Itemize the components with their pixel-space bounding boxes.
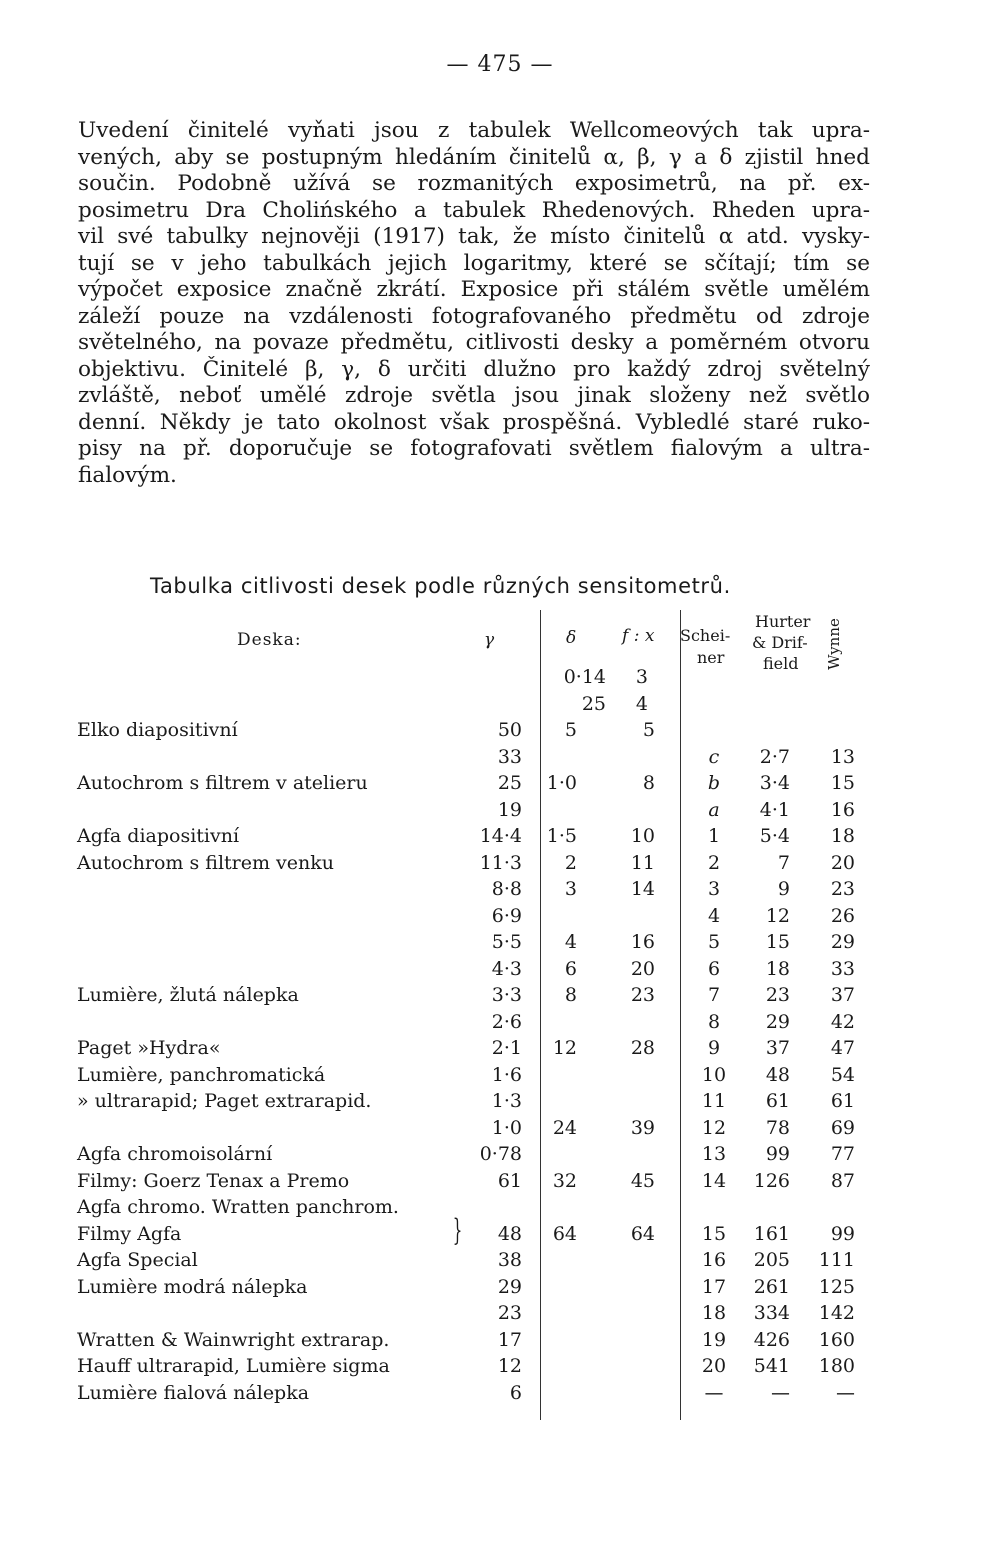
row-label: Agfa chromo. Wratten panchrom. bbox=[77, 1196, 399, 1218]
paragraph-line: výpočet exposice značně zkrátí. Exposice při stálém světle umělém bbox=[78, 277, 870, 302]
f-x-value: 39 bbox=[630, 1116, 655, 1139]
scheiner-value: 20 bbox=[701, 1355, 727, 1377]
hurter-driffield-value: 5·4 bbox=[759, 825, 790, 847]
scheiner-value: 19 bbox=[701, 1328, 727, 1351]
wynne-value: 77 bbox=[830, 1143, 855, 1165]
scheiner-value: 4 bbox=[707, 904, 721, 927]
paragraph-line: vených, aby se postupným hledáním činitelů α, β, γ a δ zjistil hned bbox=[78, 144, 870, 170]
row-label: Lumière, žlutá nálepka bbox=[77, 984, 299, 1006]
scheiner-value: 10 bbox=[701, 1063, 727, 1086]
header-deska: Deska: bbox=[237, 630, 302, 650]
gamma-value: 19 bbox=[497, 798, 522, 821]
scheiner-value: 8 bbox=[707, 1010, 721, 1033]
header-gamma: γ bbox=[484, 630, 495, 650]
scheiner-value: a bbox=[708, 798, 720, 821]
gamma-value: 61 bbox=[497, 1169, 522, 1192]
wynne-value: 13 bbox=[830, 745, 855, 768]
paragraph-line: Uvedení činitelé vyňati jsou z tabulek Wellcomeových tak upra- bbox=[78, 118, 870, 143]
gamma-value: 29 bbox=[497, 1275, 522, 1298]
wynne-value: 111 bbox=[818, 1249, 855, 1271]
delta-value: 8 bbox=[564, 984, 577, 1006]
row-label: Autochrom s filtrem v atelieru bbox=[77, 772, 368, 794]
gamma-value: 6·9 bbox=[491, 904, 522, 927]
scheiner-value: 12 bbox=[701, 1116, 727, 1139]
wynne-value: 99 bbox=[830, 1222, 855, 1245]
hurter-driffield-value: 426 bbox=[753, 1328, 790, 1351]
row-label: Wratten & Wainwright extrarap. bbox=[77, 1328, 390, 1351]
gamma-value: 2·6 bbox=[491, 1010, 522, 1033]
hurter-driffield-value: 48 bbox=[765, 1063, 790, 1086]
hurter-driffield-value: 4·1 bbox=[759, 798, 790, 821]
header-hurter-1: Hurter bbox=[755, 612, 811, 631]
wynne-value: 42 bbox=[830, 1010, 855, 1033]
gamma-value: 5·5 bbox=[491, 931, 522, 953]
row-label: Filmy Agfa bbox=[77, 1222, 182, 1245]
scheiner-value: 13 bbox=[701, 1143, 727, 1165]
hurter-driffield-value: 18 bbox=[765, 957, 790, 980]
row-label: Filmy: Goerz Tenax a Premo bbox=[77, 1169, 350, 1192]
hurter-driffield-value: 161 bbox=[753, 1222, 790, 1245]
wynne-value: — bbox=[836, 1381, 855, 1404]
gamma-value: 0·78 bbox=[479, 1143, 522, 1165]
gamma-value: 4·3 bbox=[491, 957, 522, 980]
gamma-value: 23 bbox=[497, 1302, 522, 1324]
header-hurter-2: & Drif- bbox=[752, 633, 808, 652]
scheiner-value: 14 bbox=[701, 1169, 727, 1192]
hurter-driffield-value: 205 bbox=[753, 1249, 790, 1271]
hurter-driffield-value: 3·4 bbox=[759, 772, 790, 794]
scheiner-value: 18 bbox=[701, 1302, 727, 1324]
f-x-value: 4 bbox=[635, 692, 648, 715]
row-label: Lumière modrá nálepka bbox=[77, 1275, 308, 1298]
gamma-value: 6 bbox=[509, 1381, 522, 1404]
row-label: Agfa chromoisolární bbox=[77, 1143, 273, 1165]
wynne-value: 37 bbox=[830, 984, 855, 1006]
wynne-value: 180 bbox=[818, 1355, 855, 1377]
wynne-value: 87 bbox=[830, 1169, 855, 1192]
f-x-value: 8 bbox=[642, 772, 655, 794]
scheiner-value: 6 bbox=[707, 957, 721, 980]
gamma-value: 1·6 bbox=[491, 1063, 522, 1086]
paragraph-line: posimetru Dra Cholińského a tabulek Rhedenových. Rheden upra- bbox=[78, 197, 870, 223]
column-divider bbox=[680, 610, 681, 1420]
wynne-value: 33 bbox=[830, 957, 855, 980]
wynne-value: 29 bbox=[830, 931, 855, 953]
scheiner-value: 5 bbox=[707, 931, 721, 953]
wynne-value: 26 bbox=[830, 904, 855, 927]
paragraph-line: fialovým. bbox=[78, 462, 177, 488]
gamma-value: 1·3 bbox=[491, 1090, 522, 1112]
gamma-value: 11·3 bbox=[479, 851, 522, 874]
delta-value: 64 bbox=[552, 1222, 577, 1245]
hurter-driffield-value: 2·7 bbox=[759, 745, 790, 768]
row-label: Lumière fialová nálepka bbox=[77, 1381, 310, 1404]
hurter-driffield-value: 334 bbox=[753, 1302, 790, 1324]
scheiner-value: c bbox=[708, 745, 720, 768]
hurter-driffield-value: 23 bbox=[765, 984, 790, 1006]
wynne-value: 47 bbox=[830, 1037, 855, 1059]
delta-value: 6 bbox=[564, 957, 577, 980]
page-number: — 475 — bbox=[446, 52, 554, 77]
scheiner-value: 17 bbox=[701, 1275, 727, 1298]
wynne-value: 160 bbox=[818, 1328, 855, 1351]
delta-value: 12 bbox=[552, 1037, 577, 1059]
header-delta: δ bbox=[566, 628, 577, 648]
f-x-value: 11 bbox=[630, 851, 655, 874]
row-label: Elko diapositivní bbox=[77, 719, 238, 741]
paragraph-line: denní. Někdy je tato okolnost však prospěšná. Vybledlé staré ruko- bbox=[78, 409, 870, 435]
gamma-value: 12 bbox=[497, 1355, 522, 1377]
wynne-value: 125 bbox=[818, 1275, 855, 1298]
paragraph-line: součin. Podobně užívá se rozmanitých exposimetrů, na př. ex- bbox=[78, 171, 870, 196]
hurter-driffield-value: 7 bbox=[777, 851, 790, 874]
wynne-value: 69 bbox=[830, 1116, 855, 1139]
row-label: Agfa Special bbox=[77, 1249, 198, 1271]
f-x-value: 16 bbox=[630, 931, 655, 953]
gamma-value: 14·4 bbox=[479, 825, 522, 847]
row-group-brace: } bbox=[452, 1213, 463, 1248]
f-x-value: 28 bbox=[630, 1037, 655, 1059]
f-x-value: 64 bbox=[630, 1222, 655, 1245]
hurter-driffield-value: 29 bbox=[765, 1010, 790, 1033]
gamma-value: 1·0 bbox=[491, 1116, 522, 1139]
scheiner-value: 16 bbox=[701, 1249, 727, 1271]
f-x-value: 45 bbox=[630, 1169, 655, 1192]
wynne-value: 54 bbox=[830, 1063, 855, 1086]
paragraph-line: objektivu. Činitelé β, γ, δ určiti dlužno pro každý zdroj světelný bbox=[78, 356, 870, 382]
delta-value: 4 bbox=[564, 931, 577, 953]
gamma-value: 33 bbox=[497, 745, 522, 768]
gamma-value: 48 bbox=[497, 1222, 522, 1245]
header-wynne: Wynne bbox=[825, 618, 843, 670]
hurter-driffield-value: — bbox=[771, 1381, 790, 1404]
gamma-value: 2·1 bbox=[491, 1037, 522, 1059]
delta-value: 3 bbox=[564, 878, 577, 900]
header-f-x: f : x bbox=[622, 626, 655, 646]
paragraph-line: pisy na př. doporučuje se fotografovati světlem fialovým a ultra- bbox=[78, 436, 870, 461]
paragraph-line: vil své tabulky nejnověji (1917) tak, že místo činitelů α atd. vysky- bbox=[78, 224, 870, 249]
paragraph-line: záleží pouze na vzdálenosti fotografovaného předmětu od zdroje bbox=[78, 303, 870, 329]
f-x-value: 5 bbox=[642, 719, 655, 741]
hurter-driffield-value: 541 bbox=[753, 1355, 790, 1377]
wynne-value: 18 bbox=[830, 825, 855, 847]
row-label: Autochrom s filtrem venku bbox=[77, 851, 335, 874]
f-x-value: 3 bbox=[635, 666, 648, 688]
scheiner-value: b bbox=[707, 772, 721, 794]
hurter-driffield-value: 15 bbox=[765, 931, 790, 953]
hurter-driffield-value: 261 bbox=[753, 1275, 790, 1298]
delta-value: 25 bbox=[581, 692, 606, 715]
header-scheiner-2: ner bbox=[697, 648, 725, 667]
hurter-driffield-value: 99 bbox=[765, 1143, 790, 1165]
hurter-driffield-value: 12 bbox=[765, 904, 790, 927]
row-label: Agfa diapositivní bbox=[77, 825, 240, 847]
delta-value: 2 bbox=[564, 851, 577, 874]
scheiner-value: 1 bbox=[707, 825, 721, 847]
gamma-value: 17 bbox=[497, 1328, 522, 1351]
scheiner-value: 7 bbox=[707, 984, 721, 1006]
scheiner-value: 11 bbox=[701, 1090, 727, 1112]
wynne-value: 142 bbox=[818, 1302, 855, 1324]
row-label: » ultrarapid; Paget extrarapid. bbox=[77, 1090, 372, 1112]
scheiner-value: — bbox=[704, 1381, 724, 1404]
scheiner-value: 9 bbox=[707, 1037, 721, 1059]
column-divider bbox=[540, 610, 541, 1420]
delta-value: 32 bbox=[552, 1169, 577, 1192]
paragraph-line: zvláště, neboť umělé zdroje světla jsou jinak složeny než světlo bbox=[78, 383, 870, 408]
gamma-value: 25 bbox=[497, 772, 522, 794]
f-x-value: 10 bbox=[630, 825, 655, 847]
delta-value: 1·5 bbox=[546, 825, 577, 847]
row-label: Lumière, panchromatická bbox=[77, 1063, 326, 1086]
wynne-value: 61 bbox=[830, 1090, 855, 1112]
gamma-value: 8·8 bbox=[491, 878, 522, 900]
wynne-value: 16 bbox=[830, 798, 855, 821]
gamma-value: 38 bbox=[497, 1249, 522, 1271]
f-x-value: 20 bbox=[630, 957, 655, 980]
paragraph-line: světelného, na povaze předmětu, citlivosti desky a poměrném otvoru bbox=[78, 330, 870, 355]
wynne-value: 15 bbox=[830, 772, 855, 794]
f-x-value: 23 bbox=[630, 984, 655, 1006]
f-x-value: 14 bbox=[630, 878, 655, 900]
scheiner-value: 15 bbox=[701, 1222, 727, 1245]
header-scheiner-1: Schei- bbox=[680, 626, 731, 645]
row-label: Hauff ultrarapid, Lumière sigma bbox=[77, 1355, 390, 1377]
delta-value: 24 bbox=[552, 1116, 577, 1139]
delta-value: 0·14 bbox=[563, 666, 606, 688]
scheiner-value: 2 bbox=[707, 851, 721, 874]
hurter-driffield-value: 9 bbox=[777, 878, 790, 900]
hurter-driffield-value: 126 bbox=[753, 1169, 790, 1192]
wynne-value: 20 bbox=[830, 851, 855, 874]
table-title: Tabulka citlivosti desek podle různých sensitometrů. bbox=[150, 574, 731, 598]
delta-value: 1·0 bbox=[546, 772, 577, 794]
hurter-driffield-value: 61 bbox=[765, 1090, 790, 1112]
header-hurter-3: field bbox=[763, 654, 799, 673]
paragraph-line: tují se v jeho tabulkách jejich logaritmy, které se sčítají; tím se bbox=[78, 250, 870, 276]
delta-value: 5 bbox=[564, 719, 577, 741]
wynne-value: 23 bbox=[830, 878, 855, 900]
scheiner-value: 3 bbox=[707, 878, 721, 900]
gamma-value: 3·3 bbox=[491, 984, 522, 1006]
hurter-driffield-value: 37 bbox=[765, 1037, 790, 1059]
hurter-driffield-value: 78 bbox=[765, 1116, 790, 1139]
gamma-value: 50 bbox=[497, 719, 522, 741]
row-label: Paget »Hydra« bbox=[77, 1037, 221, 1059]
